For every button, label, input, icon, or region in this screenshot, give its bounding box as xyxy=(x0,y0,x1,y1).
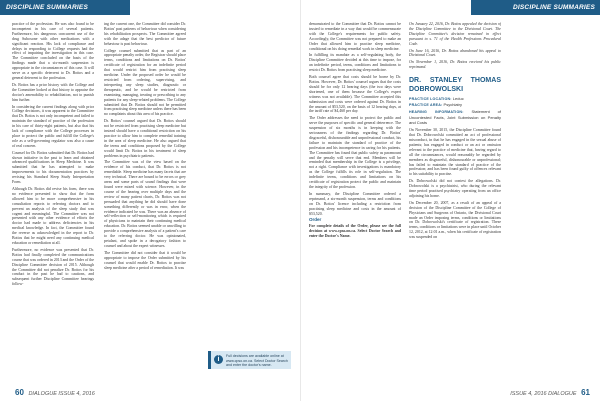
paragraph: Dr. Dobrowolski did not contest the allegations. Dr. Dobrowolski is a psychiatrist, who during the relevant time period practised psychiatry operating from an office adjoining his home. xyxy=(409,179,501,198)
paragraph: Both counsel agree that costs should be borne by Dr. Bottos. However, Dr. Bottos' counsel argues that the costs should be for only 12 hearing days (the two days were shortened, one of them because the College's expert witness was not available). The Committee accepted this submission and costs were ordered against Dr. Bottos in the amount of $53,520, on the basis of 12 hearing days, at the tariff rate of $4,460 per day. xyxy=(309,75,401,114)
paragraph: practice of the profession. He was also found to be incompetent in his care of several patients. Furthermore, his dangerous concurrent use of the drug Suboxone with other medications with a significant reaction. His lack of compliance and delays in responding to College requests had the effect of impairing the investigation in this case. The Committee concluded on the basis of the findings made that a six-month suspension is appropriate in the circumstances of this case. It will serve as a specific deterrent to Dr. Bottos and a general deterrent to the profession. xyxy=(12,22,94,80)
full-decision-note xyxy=(208,351,291,369)
section-header-label: DISCIPLINE SUMMARIES xyxy=(512,4,595,11)
appeal-note: On January 22, 2016, Dr. Bottos appealed the decision of the Discipline Committee to the Divisional Court. The Discipline Committee's decision remained in effect pursuant to s. 71 of the Health Professions Procedural Code. xyxy=(409,22,501,46)
paragraph: In considering the current findings along with prior College decisions, it was apparent to the Committee that Dr. Bottos is not only incompetent and failed to maintain the standard of practice of the profession in his care of thirty-eight patients, but also that his lack of compliance with the College processes in place to protect the public and fulfill the College's role as a self-governing regulator was also a cause of real concern. xyxy=(12,104,94,148)
paragraph: College counsel submitted that as part of an appropriate penalty order, the Registrar should place terms, conditions and limitations on Dr. Bottos' certificate of registration for an indefinite period that would restrict him from practising sleep medicine. Under the proposed order he would be restricted from ordering, supervising, and interpreting any sleep studies, diagnostic or therapeutic, and he would be restricted from examining, managing, treating or prescribing to any patients for any sleep-related problems. The College submitted that Dr. Bottos should not be permitted from practising sleep medicine unless there has been no complaints about this area of his practice. xyxy=(104,48,186,117)
paragraph: Dr. Bottos has a prior history with the College and the Committee looked at that history to appraise the doctor's amenability to rehabilitation, not to punish him further. xyxy=(12,82,94,102)
practice-area: PRACTICE AREA: Psychiatry xyxy=(409,102,462,108)
hearing-information: HEARING INFORMATION: Statement of Uncontested Facts, Joint Submission on Penalty and Costs xyxy=(409,108,501,125)
right-page xyxy=(300,0,600,401)
info-icon: i xyxy=(214,355,223,364)
paragraph: Furthermore, no evidence was presented that Dr. Bottos had finally completed the communications course that was ordered in 2013 and the Order of the Discipline Committee decision of 2015. Although the Committee did not penalize Dr. Bottos for his conduct in the past he had to cautions, and subsequent further Discipline Committee hearings follow- xyxy=(12,247,94,287)
article-column xyxy=(104,22,186,377)
page-number: 60 xyxy=(15,388,24,397)
paragraph: Although Dr. Bottos did revise his form, there was no evidence presented to show that the form allowed him to be more comprehensive in his consultation reports to referring doctors and to prevent an analysis of the sleep study that was cogent and meaningful. The Committee was not presented with any other evidence of efforts the doctor had made to address deficiencies in his medical knowledge. In fact, the Committee found the reverse as acknowledged in the report to Dr. Bottos that he might need any continuing medical education or remediation at all. xyxy=(12,187,94,245)
paragraph: Counsel for Dr. Bottos submitted that Dr. Bottos had shown initiative in the past to learn and obtained advanced qualifications in Sleep Medicine. It was submitted that he has attempted to make improvements to his documentation practices by revising his Standard Sleep Study Interpretation Form. xyxy=(12,150,94,185)
section-header xyxy=(0,0,130,15)
article-column xyxy=(309,22,401,377)
paragraph: In fulfilling its mandate as a self-regulating body, the Discipline Committee decided at this time to impose, for an indefinite period, terms, conditions and limitations to restrict Dr. Bottos from practising sleep medicine. xyxy=(309,53,401,73)
paragraph: The Order addresses the need to protect the public and serve the purposes of specific and general deterrence. The suspension of six months is in keeping with the seriousness of the findings regarding Dr. Bottos' disgraceful, dishonourable and unprofessional conduct, his failure to maintain the standard of practice of the profession and his incompetence in caring for his patients. The Committee has found that public safety as paramount and the penalty will serve that end. Members will be reminded that membership in the College is a privilege, not a right. Compliance with investigations is mandatory as the College fulfills its role in self-regulation. The indefinite terms, conditions and limitations on his certificate of registration protect the public and maintain the integrity of the profession. xyxy=(309,116,401,189)
paragraph: ing the current one, the Committee did consider Dr. Bottos' past patterns of behaviour when considering his rehabilitation prospects. The Committee agreed with the adage that the best predictor of future behaviour is past behaviour. xyxy=(104,22,186,46)
doctor-name: DR. STANLEY THOMAS DOBROWOLSKI xyxy=(409,77,501,94)
appeal-note: On November 1, 2016, Dr. Bottos received his public reprimand. xyxy=(409,60,501,70)
paragraph: On December 20, 2007, as a result of an appeal of a decision of the Discipline Committee of the College of Physicians and Surgeons of Ontario, the Divisional Court made an Order imposing terms, conditions or limitations on Dr. Dobrowolski's certificate of registration. These terms, conditions or limitations were in place until October 12, 2012, at 12:01 a.m., when his certificate of registration was suspended on xyxy=(409,200,501,240)
page-footer xyxy=(510,388,593,397)
paragraph: The Committee did not consider that it would be appropriate to impose the Order submitted by his counsel that would enable Dr. Bottos to practise sleep medicine after a period of remediation. It was xyxy=(104,250,186,270)
publication-name: ISSUE 4, 2016 DIALOGUE xyxy=(510,391,577,397)
practice-location: PRACTICE LOCATION: Leduc xyxy=(409,96,464,102)
page-number: 61 xyxy=(581,388,590,397)
section-header xyxy=(471,0,600,15)
paragraph: In summary, the Discipline Committee ordered a reprimand, a six-month suspension, terms and conditions on Dr. Bottos' licence including a restriction from practising sleep medicine and costs in the amount of $53,520. xyxy=(309,191,401,216)
article-column xyxy=(409,22,501,348)
publication-name: DIALOGUE ISSUE 4, 2016 xyxy=(28,391,95,397)
section-header-label: DISCIPLINE SUMMARIES xyxy=(6,4,89,11)
page-footer xyxy=(12,388,95,397)
appeal-note: On June 16, 2016, Dr. Bottos abandoned his appeal to Divisional Court. xyxy=(409,48,501,58)
order-heading: Order xyxy=(309,217,322,223)
paragraph: Dr. Bottos' counsel argued that Dr. Bottos should not be restricted from practising sleep medicine but instead should have a conditional restriction on his practice to allow him to complete remedial training in the area of sleep medicine. He also argued that the terms and conditions proposed by the College would limit Dr. Bottos in his treatment of sleep problems in psychiatric patients. xyxy=(104,119,186,158)
paragraph: The Committee was of the view based on the evidence of his conduct, that Dr. Bottos is not remediable. Sleep medicine has many facets that are very technical. There are bound to be errors or grey areas and some parts of sound findings that were found were mixed with science. However, in the course of the hearing over multiple days and the review of many patient charts, Dr. Bottos was not persuaded that anything he did should have done something differently or was in error, when the evidence indicated he was. There was an absence of self-reflection or self-monitoring which is required of physicians to maintain their continuing medical education. Dr. Bottos seemed unable or unwilling to provide a comprehensive analysis of a patient's care to the referring doctor. He was opinionated, petulant, and spoke in a derogatory fashion to counsel and about the expert witnesses. xyxy=(104,160,186,248)
note-text: Full decisions are available online at www.cpso.on.ca. Select Doctor Search and enter the doctor's name. xyxy=(226,354,288,367)
paragraph: demonstrated to the Committee that Dr. Bottos cannot be trusted to remediate in a way that would be commensurate with the College's requirements for public safety. Accordingly, the Committee was not prepared to make an Order that allowed him to practise sleep medicine, conditional on his doing remedial work in sleep medicine. xyxy=(309,22,401,51)
article-column xyxy=(12,22,94,377)
paragraph: On November 30, 2015, the Discipline Committee found that Dr. Dobrowolski committed an act of professional misconduct, in that he has engaged in the sexual abuse of patients; has engaged in conduct or an act or omission relevant to the practice of medicine that, having regard to all the circumstances, would reasonably be regarded by members as disgraceful, dishonourable or unprofessional; has failed to maintain the standard of practice of the profession; and has been found guilty of offences relevant to his suitability to practise. xyxy=(409,128,501,177)
order-text: For complete details of the Order, please see the full decision at www.cpso.on.ca. Select Doctor Search and enter the Doctor's Name. xyxy=(309,224,401,239)
